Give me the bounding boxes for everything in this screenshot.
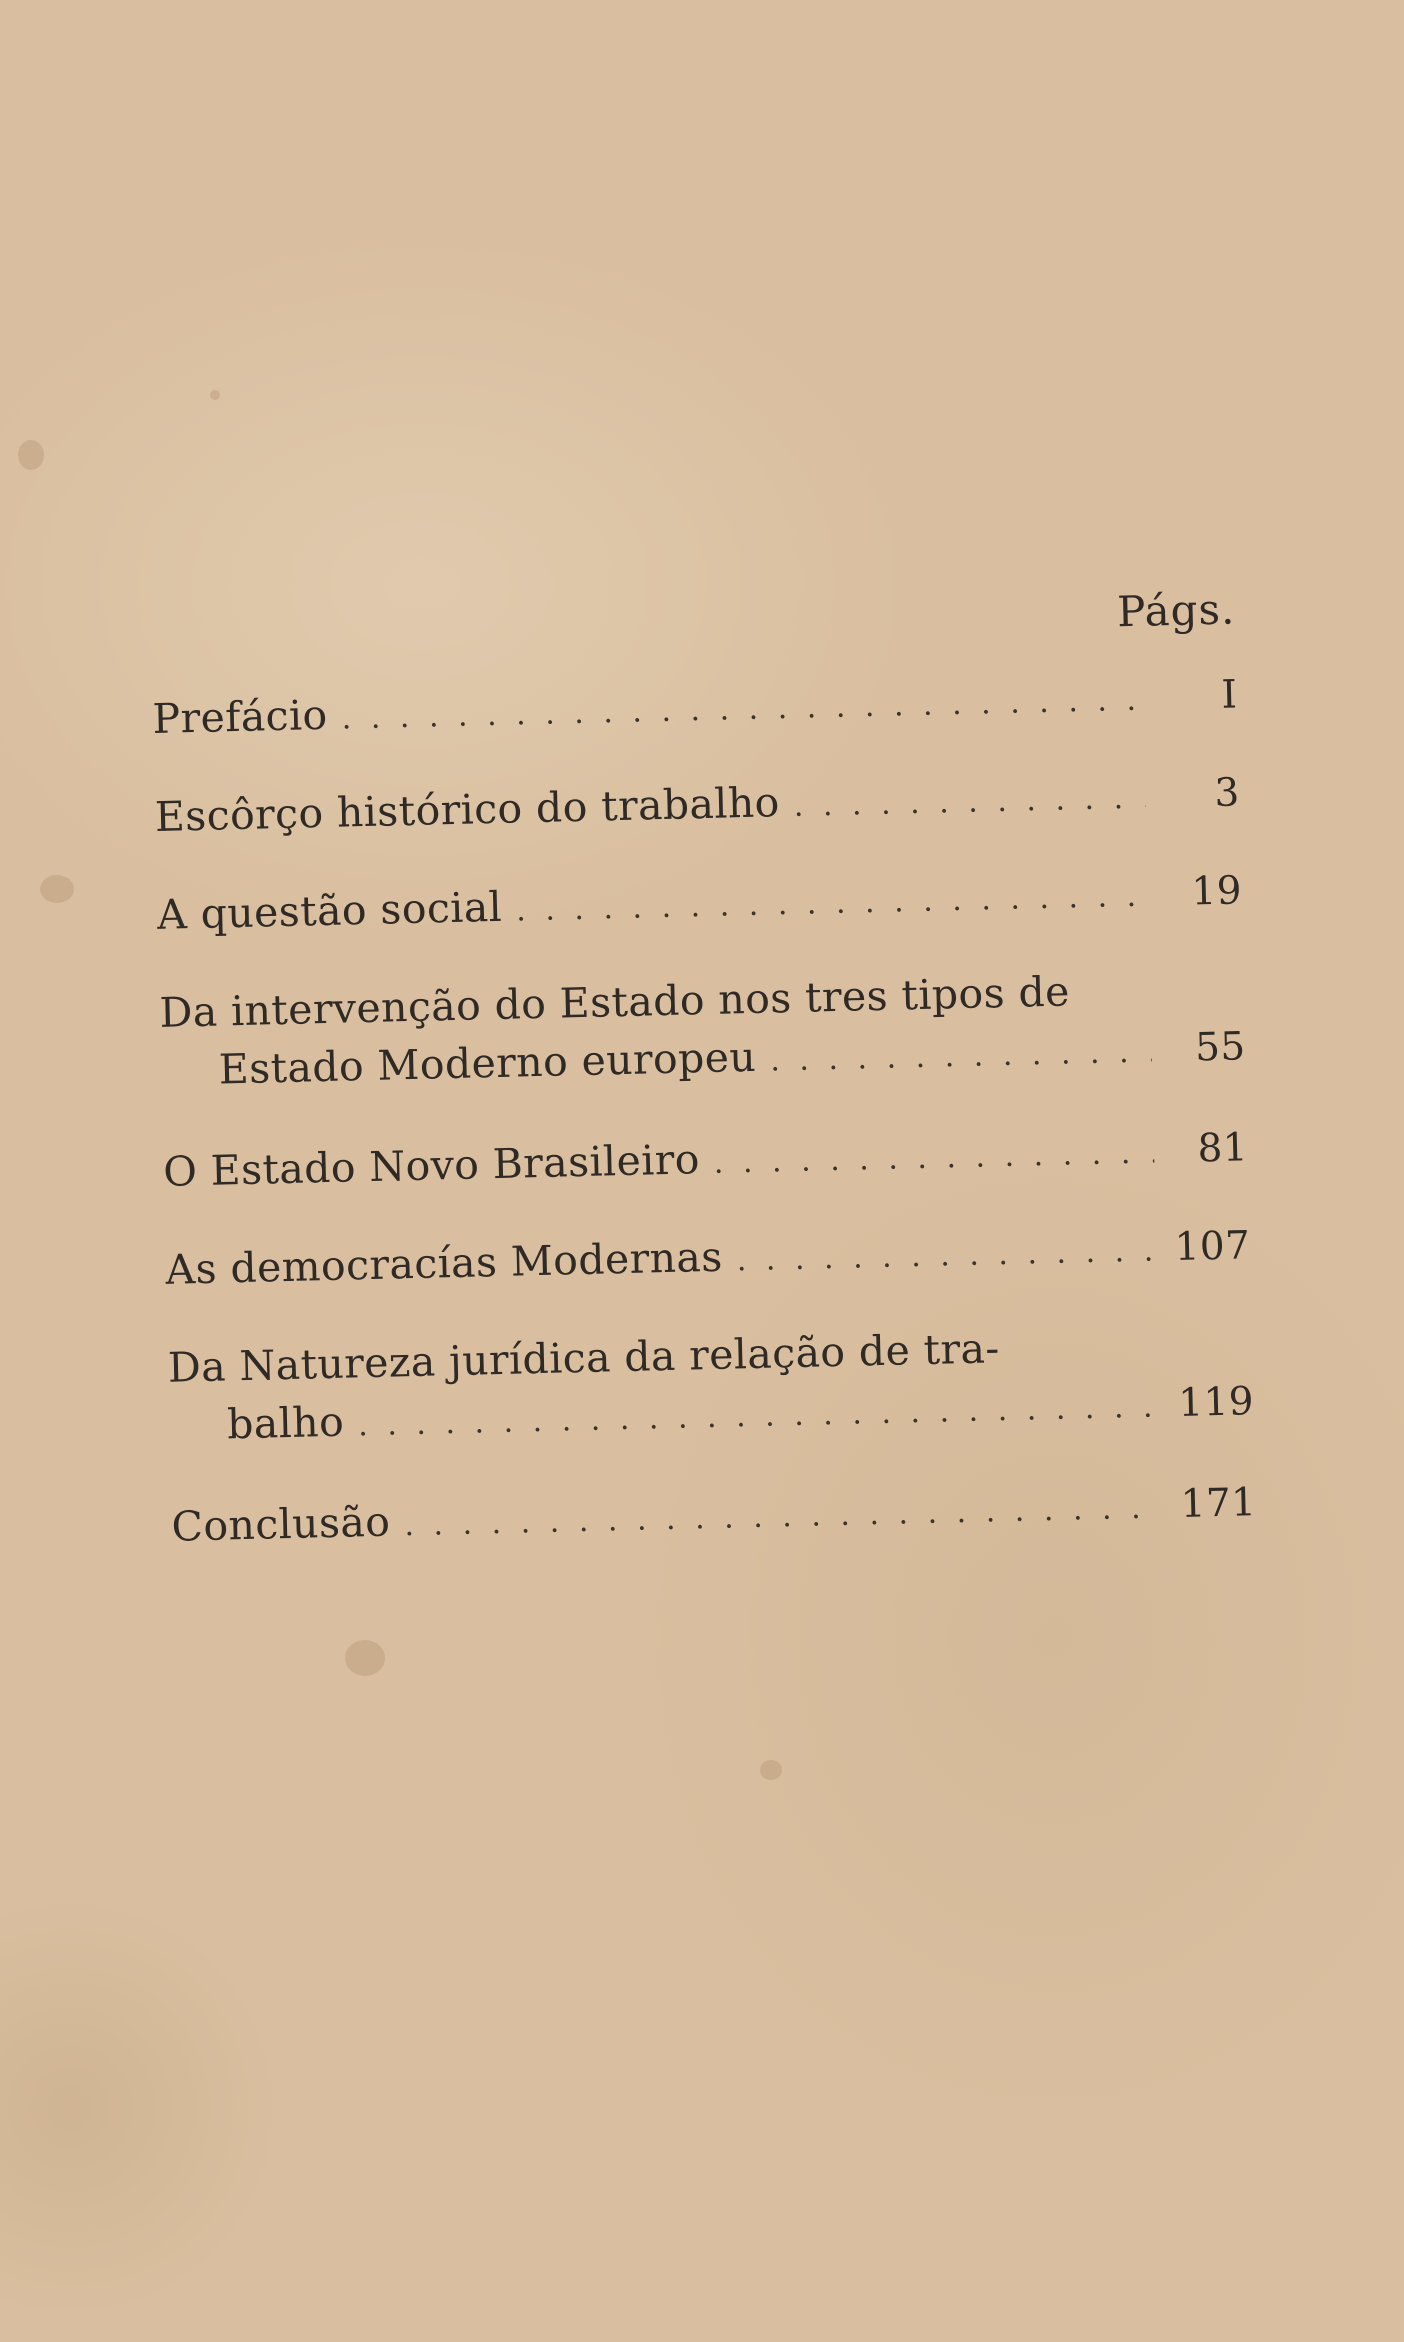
dot-leader: [516, 868, 1149, 941]
toc-entry-democracias: [165, 1215, 1251, 1304]
toc-entry-title-line2: Estado Moderno europeu: [218, 1032, 757, 1094]
toc-entry-page: 55: [1194, 1024, 1247, 1071]
toc-entry-title: As democracías Modernas: [164, 1232, 724, 1294]
paper-stain: [760, 1760, 782, 1780]
toc-entry-title-line1: Da intervenção do Estado nos tres tipos de: [158, 967, 1071, 1037]
paper-stain: [18, 440, 44, 470]
table-of-contents: [150, 584, 1257, 1551]
toc-entry-title-line2: balho: [226, 1397, 345, 1449]
toc-entry-title: Prefácio: [152, 690, 329, 743]
toc-entry-natureza-juridica: [167, 1313, 1255, 1460]
toc-entry-questao-social: [157, 860, 1243, 949]
pages-column-header: Págs.: [1116, 584, 1236, 637]
dot-leader: [736, 1222, 1157, 1290]
dot-leader: [404, 1479, 1163, 1555]
toc-entry-page: 3: [1213, 770, 1241, 816]
toc-entry-intervencao: [159, 958, 1247, 1105]
toc-entry-page: 19: [1190, 868, 1243, 915]
toc-entry-title: A questão social: [156, 882, 503, 939]
dot-leader: [713, 1125, 1155, 1193]
toc-entry-prefacio: [152, 664, 1238, 753]
toc-entry-page: 81: [1197, 1125, 1249, 1172]
toc-entry-escorco: [154, 762, 1240, 851]
toc-entry-page: 119: [1177, 1379, 1255, 1426]
dot-leader: [341, 672, 1144, 749]
toc-entry-conclusao: [171, 1472, 1257, 1561]
dot-leader: [770, 1024, 1153, 1091]
paper-stain: [210, 390, 220, 400]
toc-entry-title-line1: Da Natureza jurídica da relação de tra-: [167, 1324, 1001, 1392]
paper-stain: [345, 1640, 385, 1676]
toc-entry-title: Conclusão: [171, 1497, 391, 1551]
toc-entry-title: O Estado Novo Brasileiro: [162, 1135, 701, 1196]
toc-entry-title: Escôrço histórico do trabalho: [154, 778, 781, 841]
toc-entry-page: I: [1220, 672, 1238, 718]
dot-leader: [358, 1378, 1161, 1455]
toc-entry-estado-novo: [163, 1117, 1249, 1206]
dot-leader: [793, 770, 1146, 836]
paper-stain: [40, 875, 74, 903]
toc-entry-page: 107: [1174, 1223, 1251, 1271]
toc-entry-page: 171: [1180, 1480, 1257, 1527]
